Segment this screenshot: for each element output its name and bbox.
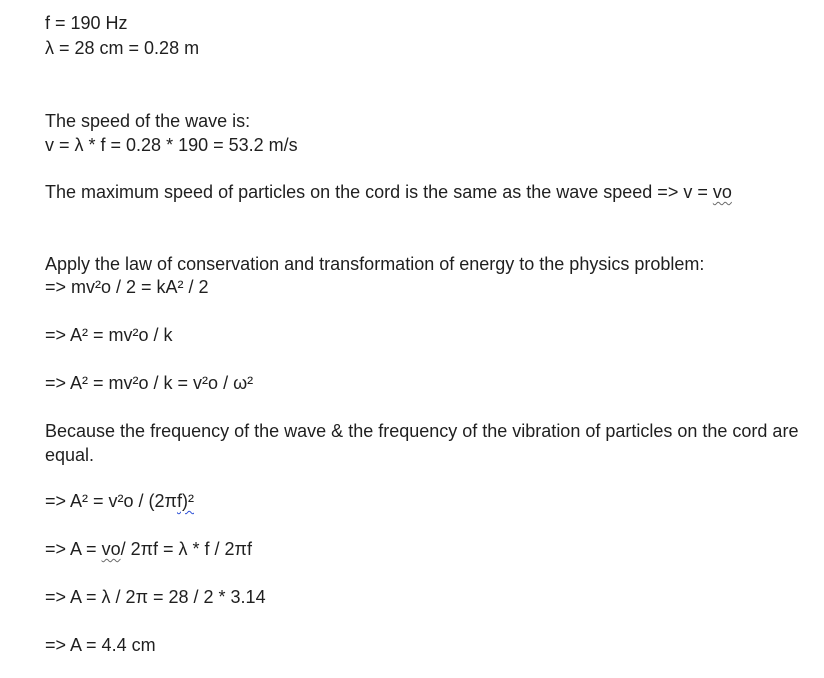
wave-speed-heading: The speed of the wave is:	[45, 111, 251, 131]
given-wavelength: λ = 28 cm = 0.28 m	[45, 38, 200, 58]
energy-conservation-heading: Apply the law of conservation and transformation of energy to the physics problem:	[45, 254, 705, 274]
spellcheck-underlined-word-2: vo	[101, 539, 121, 559]
energy-equation: => mv²o / 2 = kA² / 2	[45, 277, 209, 297]
wave-speed-formula: v = λ * f = 0.28 * 190 = 53.2 m/s	[45, 135, 298, 155]
amplitude-step5: => A = λ / 2π = 28 / 2 * 3.14	[45, 587, 266, 607]
amplitude-squared-step3	[45, 490, 194, 512]
amplitude-step4-prefix: => A =	[45, 539, 102, 559]
amplitude-squared-step2: => A² = mv²o / k = v²o / ω²	[45, 373, 254, 393]
amplitude-step4-suffix: / 2πf = λ * f / 2πf	[120, 539, 252, 559]
given-frequency: f = 190 Hz	[45, 13, 128, 33]
amplitude-squared-step1: => A² = mv²o / k	[45, 325, 173, 345]
amplitude-step3-text: => A² = v²o / (2π	[45, 491, 177, 511]
frequency-equality-statement: Because the frequency of the wave & the frequency of the vibration of particles on the cord are equal.	[45, 421, 799, 465]
max-speed-statement	[45, 181, 732, 203]
amplitude-step4	[45, 538, 252, 560]
grammar-underlined-text: f)²	[176, 491, 194, 511]
amplitude-result: => A = 4.4 cm	[45, 635, 156, 655]
max-speed-text: The maximum speed of particles on the cord is the same as the wave speed => v =	[45, 182, 713, 202]
spellcheck-underlined-word: vo	[712, 182, 732, 202]
